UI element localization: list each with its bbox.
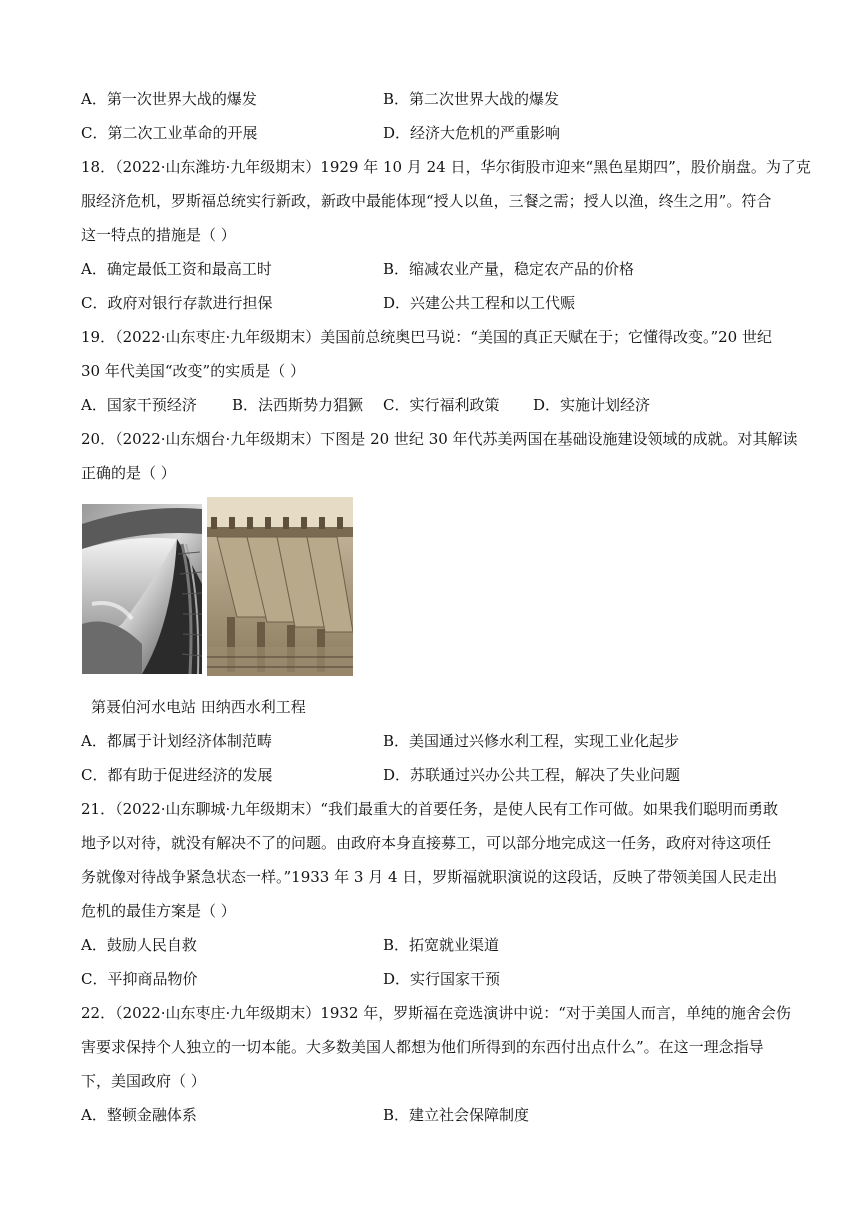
q22-stem-line-3: 下，美国政府（ ） <box>81 1072 206 1090</box>
option-text: 缩减农业产量，稳定农产品的价格 <box>409 260 635 278</box>
option-text: 第二次世界大战的爆发 <box>409 90 560 108</box>
q18-stem-line-1: 18．（2022·山东潍坊·九年级期末）1929 年 10 月 24 日，华尔街股市迎来“黑色星期四”，股价崩盘。为了克 <box>81 158 811 176</box>
q20-option-c[interactable] <box>81 758 273 792</box>
q21-option-a[interactable] <box>81 928 197 962</box>
option-letter: A． <box>81 260 107 278</box>
option-letter: C． <box>81 124 108 142</box>
option-letter: D． <box>383 294 411 312</box>
q22-option-a[interactable] <box>81 1098 197 1132</box>
q18-stem-line-3: 这一特点的措施是（ ） <box>81 226 236 244</box>
q18-option-c[interactable] <box>81 286 273 320</box>
q20-option-d[interactable] <box>383 758 680 792</box>
q19-option-d[interactable] <box>533 388 650 422</box>
option-text: 苏联通过兴办公共工程，解决了失业问题 <box>410 766 681 784</box>
q20-option-a[interactable] <box>81 724 272 758</box>
option-letter: D． <box>533 396 561 414</box>
photo-caption: 第聂伯河水电站 田纳西水利工程 <box>91 698 306 716</box>
q19-stem-line-2: 30 年代美国“改变”的实质是（ ） <box>81 362 305 380</box>
option-letter: C． <box>81 766 108 784</box>
q22-stem-line-1: 22．（2022·山东枣庄·九年级期末）1932 年，罗斯福在竞选演讲中说：“对于美国人而言，单纯的施舍会伤 <box>81 1004 791 1022</box>
q21-stem-line-3: 务就像对待战争紧急状态一样。”1933 年 3 月 4 日，罗斯福就职演说的这段话，反映了带领美国人民走出 <box>81 868 778 886</box>
option-text: 实行福利政策 <box>409 396 500 414</box>
q18-option-a[interactable] <box>81 252 272 286</box>
q19-option-c[interactable] <box>383 388 500 422</box>
option-text: 经济大危机的严重影响 <box>410 124 561 142</box>
q22-stem-line-2: 害要求保持个人独立的一切本能。大多数美国人都想为他们所得到的东西付出点什么”。在这一理念指导 <box>81 1038 764 1056</box>
option-text: 确定最低工资和最高工时 <box>106 260 272 278</box>
tennessee-dam-photo <box>207 497 353 676</box>
dnieper-hydro-station-photo <box>82 504 202 674</box>
option-text: 第二次工业革命的开展 <box>107 124 258 142</box>
option-text: 第一次世界大战的爆发 <box>106 90 257 108</box>
option-text: 都有助于促进经济的发展 <box>107 766 273 784</box>
option-letter: B． <box>383 260 410 278</box>
q21-stem-line-1: 21．（2022·山东聊城·九年级期末）“我们最重大的首要任务，是使人民有工作可做。如果我们聪明而勇敢 <box>81 800 778 818</box>
q20-stem-line-2: 正确的是（ ） <box>81 464 176 482</box>
option-text: 国家干预经济 <box>106 396 197 414</box>
option-text: 都属于计划经济体制范畴 <box>106 732 272 750</box>
q19-stem-line-1: 19．（2022·山东枣庄·九年级期末）美国前总统奥巴马说：“美国的真正天赋在于；它懂得改变。”20 世纪 <box>81 328 772 346</box>
option-letter: A． <box>81 936 107 954</box>
option-letter: D． <box>383 766 411 784</box>
option-letter: A． <box>81 90 107 108</box>
option-text: 政府对银行存款进行担保 <box>107 294 273 312</box>
option-text: 平抑商品物价 <box>107 970 198 988</box>
q17-option-c[interactable] <box>81 116 258 150</box>
q19-option-a[interactable] <box>81 388 197 422</box>
q20-stem-line-1: 20．（2022·山东烟台·九年级期末）下图是 20 世纪 30 年代苏美两国在基础设施建设领域的成就。对其解读 <box>81 430 798 448</box>
q21-option-c[interactable] <box>81 962 198 996</box>
option-text: 法西斯势力猖獗 <box>258 396 364 414</box>
q18-option-b[interactable] <box>383 252 634 286</box>
q21-stem-line-2: 地予以对待，就没有解决不了的问题。由政府本身直接募工，可以部分地完成这一任务，政府对待这项任 <box>81 834 772 852</box>
option-text: 实施计划经济 <box>560 396 651 414</box>
option-letter: C． <box>383 396 410 414</box>
option-letter: D． <box>383 970 411 988</box>
q17-option-a[interactable] <box>81 82 257 116</box>
q18-option-d[interactable] <box>383 286 575 320</box>
q21-option-b[interactable] <box>383 928 499 962</box>
option-letter: B． <box>383 732 410 750</box>
option-letter: B． <box>383 90 410 108</box>
q20-option-b[interactable] <box>383 724 679 758</box>
q17-option-d[interactable] <box>383 116 560 150</box>
option-letter: C． <box>81 294 108 312</box>
q18-stem-line-2: 服经济危机，罗斯福总统实行新政，新政中最能体现“授人以鱼，三餐之需；授人以渔，终生之用”。符合 <box>81 192 772 210</box>
q21-stem-line-4: 危机的最佳方案是（ ） <box>81 902 236 920</box>
q21-option-d[interactable] <box>383 962 500 996</box>
q17-option-b[interactable] <box>383 82 559 116</box>
option-letter: A． <box>81 732 107 750</box>
option-letter: A． <box>81 396 107 414</box>
option-text: 拓宽就业渠道 <box>409 936 500 954</box>
option-letter: D． <box>383 124 411 142</box>
option-letter: B． <box>383 936 410 954</box>
option-text: 建立社会保障制度 <box>409 1106 530 1124</box>
option-text: 美国通过兴修水利工程，实现工业化起步 <box>409 732 680 750</box>
option-text: 鼓励人民自救 <box>106 936 197 954</box>
option-letter: B． <box>383 1106 410 1124</box>
option-letter: A． <box>81 1106 107 1124</box>
option-text: 兴建公共工程和以工代赈 <box>410 294 576 312</box>
q22-option-b[interactable] <box>383 1098 529 1132</box>
option-letter: C． <box>81 970 108 988</box>
option-text: 实行国家干预 <box>410 970 501 988</box>
q19-option-b[interactable] <box>232 388 363 422</box>
option-text: 整顿金融体系 <box>106 1106 197 1124</box>
option-letter: B． <box>232 396 259 414</box>
